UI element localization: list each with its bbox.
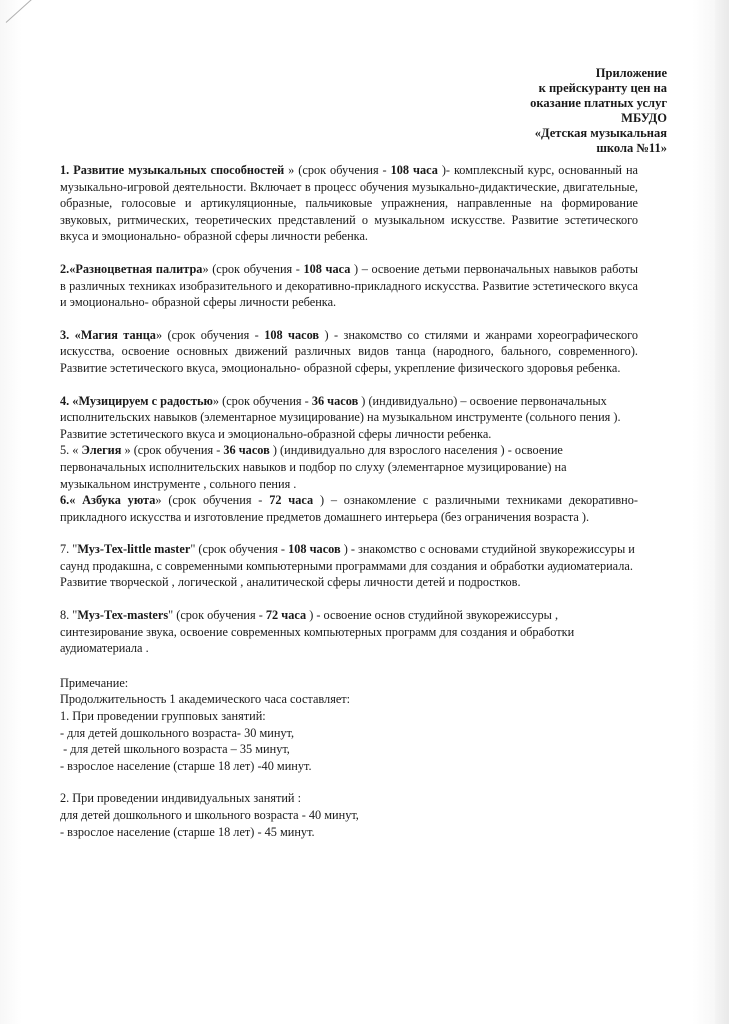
header-line: «Детская музыкальная xyxy=(534,126,667,140)
course-item-1: 1. Развитие музыкальных способностей » (срок обучения - 108 часа )- комплексный курс, основанный на музыкально-игровой деятельности. Включает в процесс обучения музыкально-дидактические, двигательные, образные, голосовые и артикуляционные, пальчиковые упражнения, направленные на формирование звуковых, ритмических, теоретических представлений о музыкальном искусстве. Развитие эстетического вкуса и эмоционально- образной сферы личности ребенка. xyxy=(60,163,639,244)
course-hours: 108 часов xyxy=(288,542,341,557)
note-title: Примечание: xyxy=(60,675,129,690)
header-line: к прейскуранту цен на xyxy=(538,81,667,95)
course-item-8: 8. "Муз-Тех-masters" (срок обучения - 72 часа ) - освоение основ студийной звукорежиссуры , синтезирование звука, освоение современных компьютерных программ для создания и обработки аудиоматериала . xyxy=(60,608,575,656)
course-title: Муз-Тех-masters xyxy=(77,608,169,623)
scan-fold-mark xyxy=(6,0,51,23)
course-title: Муз-Тех-little master xyxy=(77,542,191,557)
course-item-7: 7. "Муз-Тех-little master" (срок обучения - 108 часов ) - знакомство с основами студийной звукорежиссуры и саунд продакшна, с современными компьютерными программами для создания и обработки аудиоматериала. Развитие творческой , логической , аналитической сферы личности детей и подростков. xyxy=(60,542,635,590)
course-title: Магия танца xyxy=(80,327,156,342)
course-hours: 72 часа xyxy=(265,608,307,623)
course-hours: 36 часов xyxy=(223,443,270,458)
group-duration-item: - для детей дошкольного возраста- 30 минут, xyxy=(60,725,295,740)
course-title: Элегия xyxy=(81,443,122,458)
header-line: школа №11» xyxy=(596,141,667,155)
course-title: Азбука уюта xyxy=(82,493,156,508)
course-hours: 108 часа xyxy=(390,163,438,177)
course-hours: 108 часа xyxy=(303,261,351,276)
course-list xyxy=(60,162,638,840)
course-title: Музицируем с радостью xyxy=(78,393,213,408)
group-lessons-title: 1. При проведении групповых занятий: xyxy=(60,709,266,724)
group-duration-item: - взрослое население (старше 18 лет) -40 минут. xyxy=(60,758,312,773)
header-line: Приложение xyxy=(595,66,667,80)
scan-edge-shadow xyxy=(715,0,729,1024)
note-block xyxy=(60,675,638,840)
note-intro: Продолжительность 1 академического часа составляет: xyxy=(60,692,351,707)
course-hours: 36 часов xyxy=(311,393,359,408)
course-hours: 108 часов xyxy=(264,327,320,342)
individual-duration-item: для детей дошкольного и школьного возраста - 40 минут, xyxy=(60,808,359,822)
course-item-3: 3. «Магия танца» (срок обучения - 108 часов ) - знакомство со стилями и жанрами хореографического искусства, освоение основных движений различных видов танца (народного, бального, современного). Развитие эстетического вкуса, эмоционально- образной сферы, укрепление физического здоровья ребенка. xyxy=(60,327,639,375)
appendix-header xyxy=(530,66,667,156)
course-item-6: 6.« Азбука уюта» (срок обучения - 72 часа ) – ознакомление с различными техниками декоративно-прикладного искусства и изготовление предметов домашнего интерьера (без ограничения возраста ). xyxy=(60,493,638,524)
course-item-2: 2.«Разноцветная палитра» (срок обучения - 108 часа ) – освоение детьми первоначальных навыков работы в различных техниках изобразительного и декоративно-прикладного искусства. Развитие эстетического вкуса и эмоционально- образной сферы личности ребенка. xyxy=(60,261,638,310)
course-item-4: 4. «Музицируем с радостью» (срок обучения - 36 часов ) (индивидуально) – освоение первоначальных исполнительских навыков (элементарное музицирование) на музыкальном инструменте (сольного пения ). Развитие эстетического вкуса и эмоционально-образной сферы личности ребенка. xyxy=(60,393,621,441)
course-item-5: 5. « Элегия » (срок обучения - 36 часов ) (индивидуально для взрослого населения ) - освоение первоначальных исполнительских навыков и подбор по слуху (элементарное музицирование) на музыкальном инструменте , сольного пения . xyxy=(60,443,567,491)
group-duration-item: - для детей школьного возраста – 35 минут, xyxy=(60,742,290,757)
individual-duration-item: - взрослое население (старше 18 лет) - 45 минут. xyxy=(60,824,315,839)
course-title: Развитие музыкальных способностей xyxy=(73,163,285,177)
header-line: оказание платных услуг xyxy=(530,96,667,110)
individual-lessons-title: 2. При проведении индивидуальных занятий : xyxy=(60,791,302,806)
course-title: Разноцветная палитра xyxy=(75,261,203,276)
header-line: МБУДО xyxy=(621,111,667,125)
course-hours: 72 часа xyxy=(269,493,314,508)
